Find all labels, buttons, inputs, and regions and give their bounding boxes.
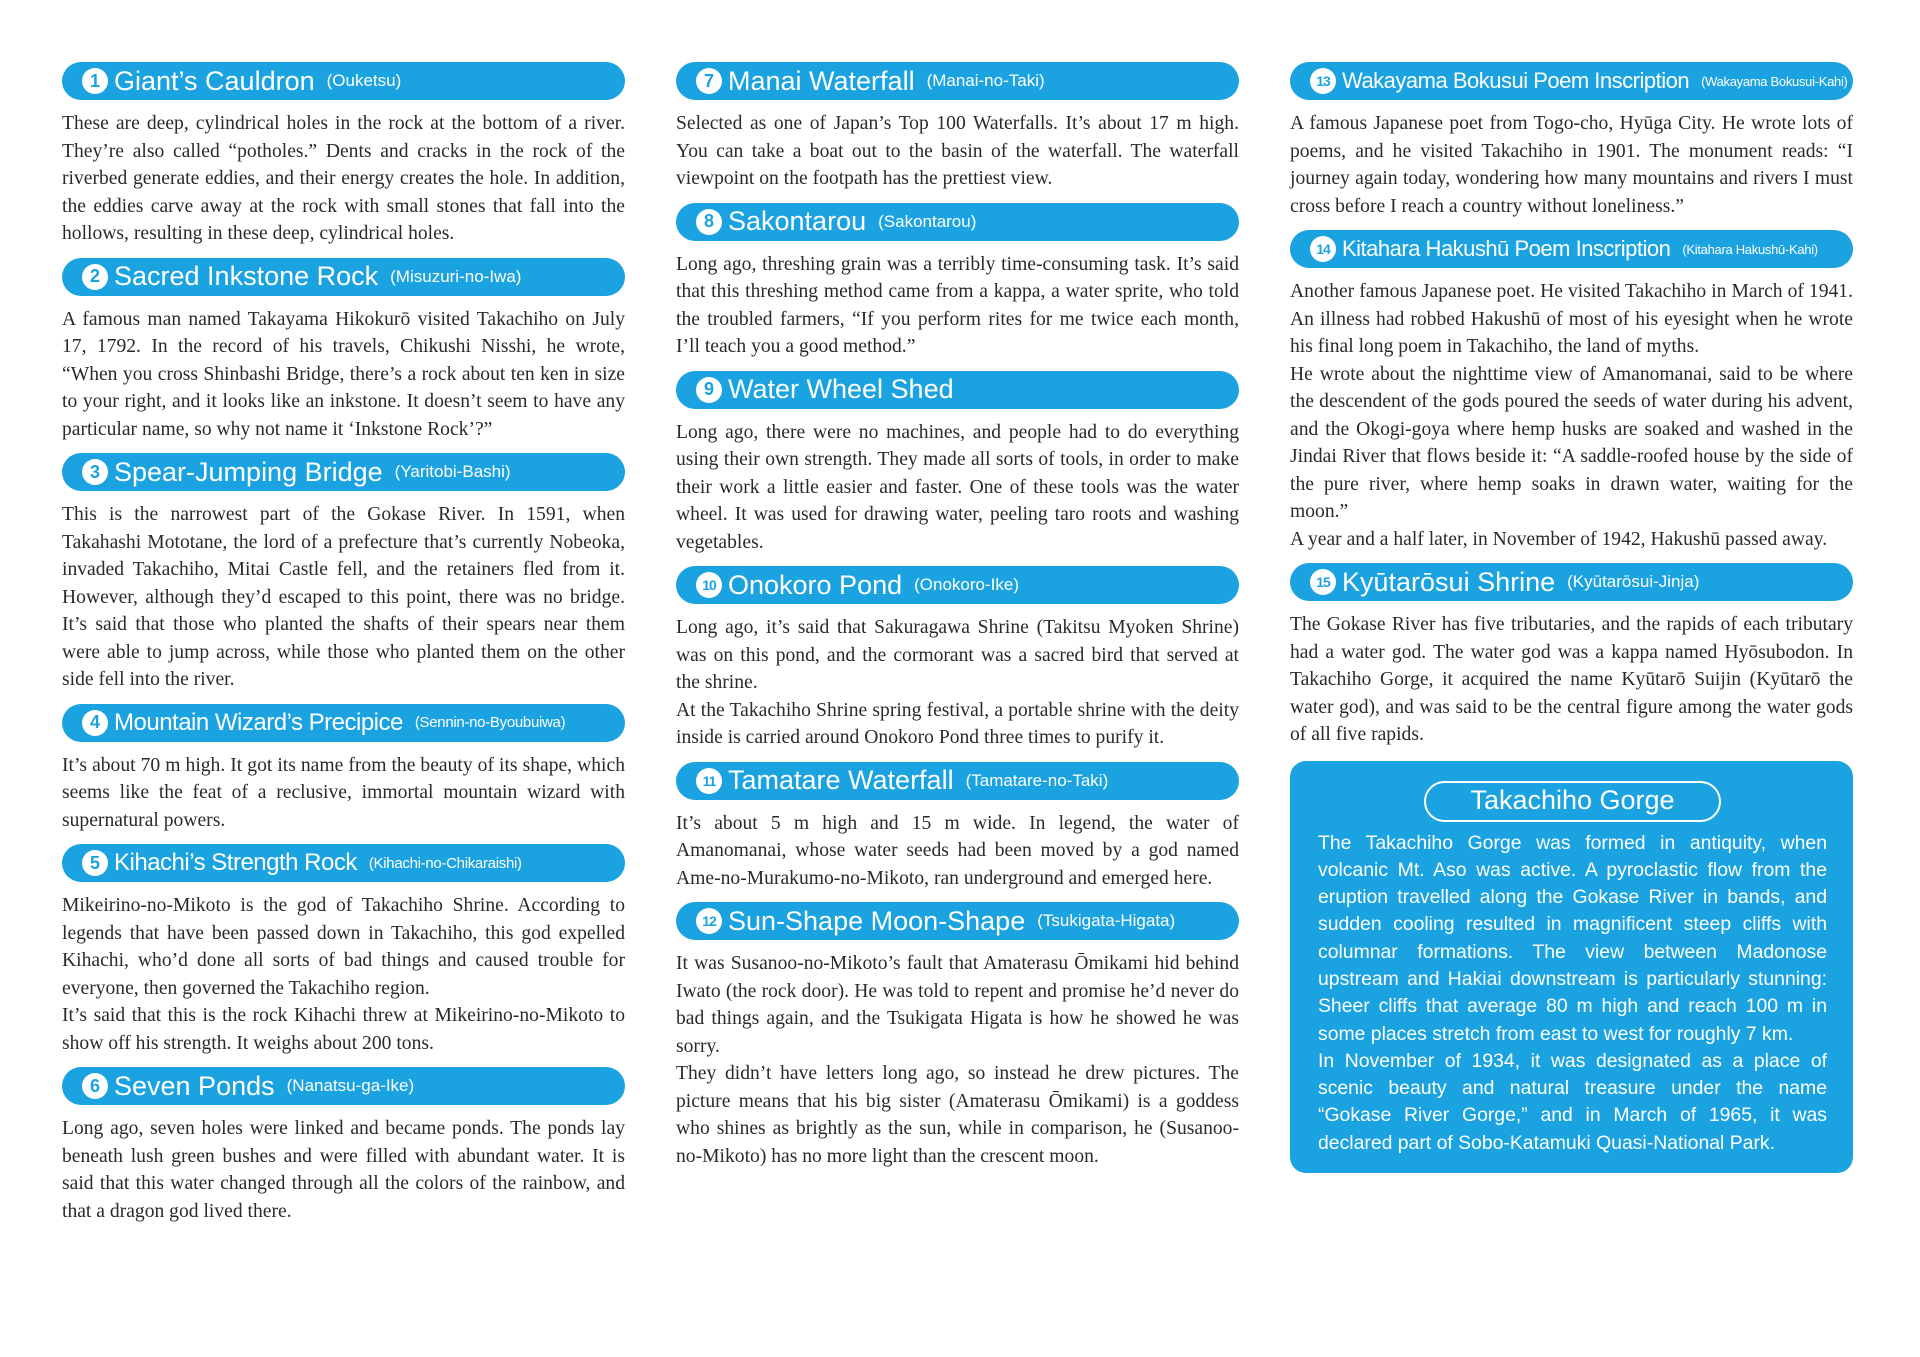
section-sacred-inkstone-rock [62,258,625,444]
section-paragraph: It’s about 70 m high. It got its name from the beauty of its shape, which seems like the feat of a reclusive, immortal mountain wizard with supernatural powers. [62,754,625,831]
section-body [676,614,1239,752]
section-kitahara-hakushu-poem [1290,230,1853,553]
section-body [1290,110,1853,220]
section-sun-shape-moon-shape [676,902,1239,1170]
section-title: Sakontarou [728,206,867,236]
section-paragraph: A year and a half later, in November of 1942, Hakushū passed away. [1290,528,1828,550]
gorge-text [1318,830,1827,1158]
section-subtitle: (Yaritobi-Bashi) [394,462,511,481]
section-paragraph: These are deep, cylindrical holes in the rock at the bottom of a river. They’re also called “potholes.” Dents and cracks in the rock of the riverbed generate eddies, and their energy creates the hole. In addition, the eddies carve away at the rock with small stones that fall into the hollows, resulting in these deep, cylindrical holes. [62,113,625,244]
section-title: Wakayama Bokusui Poem Inscription [1342,68,1690,93]
section-body [676,419,1239,557]
section-paragraph: They didn’t have letters long ago, so instead he drew pictures. The picture means that his big sister (Amaterasu Ōmikami) is a goddess who shines as brightly as the sun, while in comparison, he (Susanoo-no-Mikoto) has no more light than the crescent moon. [676,1063,1239,1167]
section-paragraph: At the Takachiho Shrine spring festival, a portable shrine with the deity inside is carried around Onokoro Pond three times to purify it. [676,699,1239,748]
section-header [676,762,1239,800]
section-onokoro-pond [676,566,1239,752]
section-subtitle: (Onokoro-Ike) [914,575,1019,594]
section-header [1290,230,1853,268]
section-giants-cauldron [62,62,625,248]
section-paragraph: Long ago, threshing grain was a terribly time-consuming task. It’s said that this threshing method came from a kappa, a water sprite, who told the troubled farmers, “If you perform rites for me twice each month, I’ll teach you a good method.” [676,253,1239,357]
section-body [1290,278,1853,553]
takachiho-gorge-box [1290,761,1853,1174]
section-title: Sun-Shape Moon-Shape [728,905,1026,936]
section-kihachis-strength-rock [62,844,625,1057]
section-mountain-wizards-precipice [62,704,625,835]
section-header [62,453,625,491]
section-paragraph: This is the narrowest part of the Gokase River. In 1591, when Takahashi Mototane, the lord of a prefecture that’s currently Nobeoka, invaded Takachiho, Mitai Castle fell, and the retainers fled from it. However, although they’d escaped to this point, there was no bridge. It’s said that those who planted the shafts of their spears near them were able to jump across, while those who planted them on the other side fell into the river. [62,504,625,690]
section-title: Kyūtarōsui Shrine [1342,566,1556,597]
section-paragraph: It was Susanoo-no-Mikoto’s fault that Amaterasu Ōmikami hid behind Iwato (the rock door). He was told to repent and promise he’d never do bad things again, and the Tsukigata Higata is how he showed he was sorry. [676,953,1239,1057]
section-number-badge: 6 [82,1073,108,1099]
section-body [1290,611,1853,749]
section-wakayama-bokusui-poem [1290,62,1853,220]
section-title: Manai Waterfall [728,65,915,96]
section-number-badge: 10 [696,572,722,598]
section-paragraph: It’s about 5 m high and 15 m wide. In legend, the water of Amanomanai, whose water seeds had been moved by a god named Ame-no-Murakumo-no-Mikoto, ran underground and emerged here. [676,812,1239,889]
section-title: Sacred Inkstone Rock [114,261,379,291]
section-title: Giant’s Cauldron [114,65,315,96]
section-header [676,62,1239,100]
section-subtitle: (Nanatsu-ga-Ike) [286,1076,415,1095]
section-subtitle: (Tsukigata-Higata) [1037,911,1176,930]
gorge-title-wrap [1318,781,1827,822]
section-number-badge: 14 [1310,236,1336,262]
section-body [676,810,1239,893]
section-spear-jumping-bridge [62,453,625,694]
section-paragraph: Selected as one of Japan’s Top 100 Waterfalls. It’s about 17 m high. You can take a boat out to the basin of the waterfall. The waterfall viewpoint on the footpath has the prettiest view. [676,113,1239,189]
section-subtitle: (Sakontarou) [878,211,977,231]
section-body [62,892,625,1057]
section-header [62,704,625,742]
section-header [676,902,1239,940]
section-subtitle: (Kihachi-no-Chikaraishi) [368,854,522,872]
section-header [676,371,1239,409]
section-paragraph: Long ago, it’s said that Sakuragawa Shrine (Takitsu Myoken Shrine) was on this pond, and the cormorant was a sacred bird that served at the shrine. [676,617,1239,693]
section-header [62,62,625,100]
section-water-wheel-shed [676,371,1239,557]
section-subtitle: (Kyūtarōsui-Jinja) [1567,572,1700,591]
section-subtitle: (Misuzuri-no-Iwa) [390,266,522,286]
section-number-badge: 13 [1310,68,1336,94]
column-1 [62,62,625,1235]
section-number-badge: 8 [696,209,722,235]
section-body [62,306,625,444]
section-body [62,501,625,694]
gorge-title: Takachiho Gorge [1424,781,1720,822]
section-subtitle: (Ouketsu) [326,71,402,90]
section-subtitle: (Tamatare-no-Taki) [965,770,1109,790]
section-subtitle: (Manai-no-Taki) [926,71,1045,90]
gorge-paragraph: In November of 1934, it was designated as a place of scenic beauty and natural treasure under the name “Gokase River Gorge,” and in March of 1965, it was declared part of Sobo-Katamuki Quasi-National Park. [1318,1049,1827,1154]
section-body [676,110,1239,193]
section-header [62,258,625,296]
column-2 [676,62,1239,1180]
section-body [62,110,625,248]
section-paragraph: A famous Japanese poet from Togo-cho, Hyūga City. He wrote lots of poems, and he visited Takachiho in 1901. The monument reads: “I journey again today, wondering how many mountains and rivers I must cross before I reach a country without loneliness.” [1290,113,1853,217]
section-subtitle: (Sennin-no-Byoubuiwa) [414,714,566,731]
section-body [62,752,625,835]
section-title: Onokoro Pond [728,569,903,600]
section-manai-waterfall [676,62,1239,193]
section-body [676,251,1239,361]
section-seven-ponds [62,1067,625,1225]
section-number-badge: 1 [82,68,108,94]
section-paragraph: A famous man named Takayama Hikokurō visited Takachiho on July 17, 1792. In the record of his travels, Chikushi Nisshi, he wrote, “When you cross Shinbashi Bridge, there’s a rock about ten ken in size to your right, and it looks like an inkstone. It doesn’t seem to have any particular name, so why not name it ‘Inkstone Rock’?” [62,308,625,440]
section-title: Seven Ponds [114,1070,275,1101]
section-title: Kihachi’s Strength Rock [114,849,357,876]
section-number-badge: 4 [82,710,108,736]
section-paragraph: Long ago, seven holes were linked and became ponds. The ponds lay beneath lush green bushes and were filled with abundant water. It is said that this water changed through all the colors of the rainbow, and that a dragon god lived there. [62,1118,625,1222]
section-header [676,203,1239,241]
section-paragraph: It’s said that this is the rock Kihachi threw at Mikeirino-no-Mikoto to show off his strength. It weighs about 200 tons. [62,1005,625,1054]
section-header [1290,563,1853,601]
section-subtitle: (Wakayama Bokusui-Kahi) [1701,73,1848,89]
section-title: Mountain Wizard’s Precipice [114,708,403,736]
section-header [1290,62,1853,100]
section-subtitle: (Kitahara Hakushū-Kahi) [1682,241,1818,257]
section-number-badge: 3 [82,459,108,485]
section-number-badge: 12 [696,908,722,934]
section-title: Spear-Jumping Bridge [114,456,383,487]
section-body [676,950,1239,1170]
section-number-badge: 5 [82,850,108,876]
section-header [62,844,625,882]
section-paragraph: Another famous Japanese poet. He visited Takachiho in March of 1941. An illness had robbed Hakushū of most of his eyesight when he wrote his final long poem in Takachiho, the land of myths. [1290,281,1853,357]
section-title: Water Wheel Shed [728,374,954,404]
section-paragraph: He wrote about the nighttime view of Amanomanai, said to be where the descendent of the gods poured the seeds of water during his advent, and the Okogi-goya where hemp husks are soaked and washed in the Jindai River that flows beside it: “A saddle-roofed house by the side of the pure river, where hemp soaks in drawn water, waiting for the moon.” [1290,363,1853,522]
section-title: Tamatare Waterfall [728,765,954,795]
section-number-badge: 2 [82,264,108,290]
column-3 [1290,62,1853,1173]
section-header [676,566,1239,604]
section-number-badge: 11 [696,768,722,794]
gorge-paragraph: The Takachiho Gorge was formed in antiquity, when volcanic Mt. Aso was active. A pyroclastic flow from the eruption travelled along the Gokase River in bands, and sudden cooling resulted in magnificent steep cliffs with columnar formations. The view between Madonose upstream and Hakiai downstream is particularly stunning: Sheer cliffs that average 80 m high and reach 100 m in some places stretch from east to west for roughly 7 km. [1318,831,1827,1045]
section-title: Kitahara Hakushū Poem Inscription [1342,236,1671,261]
section-number-badge: 15 [1310,569,1336,595]
section-paragraph: Mikeirino-no-Mikoto is the god of Takachiho Shrine. According to legends that have been passed down in Takachiho, this god expelled Kihachi, who’d done all sorts of bad things and caused trouble for everyone, then governed the Takachiho region. [62,895,625,999]
section-number-badge: 9 [696,377,722,403]
section-kyutarosui-shrine [1290,563,1853,749]
section-paragraph: Long ago, there were no machines, and people had to do everything using their own strength. They made all sorts of tools, in order to make their work a little easier and faster. One of these tools was the water wheel. It was used for drawing water, peeling taro roots and washing vegetables. [676,421,1239,553]
section-body [62,1115,625,1225]
section-header [62,1067,625,1105]
section-paragraph: The Gokase River has five tributaries, and the rapids of each tributary had a water god. The water god was a kappa named Hyōsubodon. In Takachiho Gorge, it acquired the name Kyūtarō Suijin (Kyūtarō the water god), and was said to be the central figure among the water gods of all five rapids. [1290,614,1853,745]
section-number-badge: 7 [696,68,722,94]
section-tamatare-waterfall [676,762,1239,893]
section-sakontarou [676,203,1239,361]
